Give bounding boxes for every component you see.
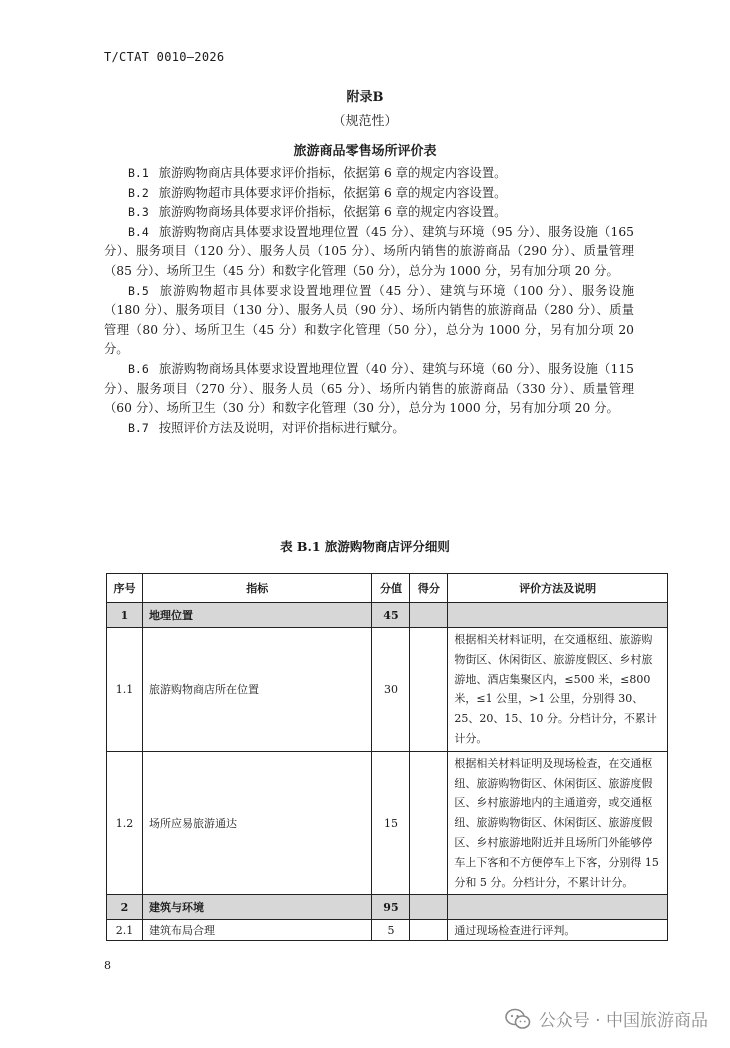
row-score: 95 [372, 895, 410, 920]
header-got: 得分 [410, 574, 448, 603]
row-got [410, 628, 448, 752]
row-indicator: 场所应易旅游通达 [142, 751, 371, 895]
watermark-text: 公众号 · 中国旅游商品 [538, 1011, 708, 1031]
appendix-heading: 旅游商品零售场所评价表 [293, 144, 437, 159]
clause-b7: B.7 按照评价方法及说明，对评价指标进行赋分。 [128, 420, 405, 435]
row-indicator: 地理位置 [142, 603, 371, 628]
header-no: 序号 [107, 574, 143, 603]
row-got [410, 751, 448, 895]
scoring-table [106, 573, 668, 941]
header-score: 分值 [372, 574, 410, 603]
table-row [107, 751, 668, 895]
clause-b1: B.1 旅游购物商店具体要求评价指标，依据第 6 章的规定内容设置。 [128, 166, 507, 180]
header-method: 评价方法及说明 [448, 574, 668, 603]
row-indicator: 建筑布局合理 [142, 920, 371, 941]
clause-list [104, 164, 634, 438]
header-indicator: 指标 [142, 574, 371, 603]
row-no: 2.1 [107, 920, 143, 941]
clause-b3: B.3 旅游购物商场具体要求评价指标，依据第 6 章的规定内容设置。 [128, 205, 507, 220]
table-row [107, 628, 668, 752]
clause-b6: B.6 旅游购物商场具体要求设置地理位置（40 分）、建筑与环境（60 分）、服务设施（115 分）、服务项目（270 分）、服务人员（65 分）、场所内销售的旅游商品（330 分）、质量管理（60 分）、场所卫生（30 分）和数字化管理（30 分），总分为 1000 分，另有加分项 20 分。 [104, 361, 634, 416]
row-got [410, 603, 448, 628]
row-score: 15 [372, 751, 410, 895]
clause-b4: B.4 旅游购物商店具体要求设置地理位置（45 分）、建筑与环境（95 分）、服务设施（165 分）、服务项目（120 分）、服务人员（105 分）、场所内销售的旅游商品（290 分）、质量管理（85 分）、场所卫生（45 分）和数字化管理（50 分），总分为 1000 分，另有加分项 20 分。 [104, 224, 634, 278]
row-got [410, 895, 448, 920]
row-score: 5 [372, 920, 410, 941]
row-score: 30 [372, 628, 410, 752]
appendix-title: 附录B [346, 90, 384, 105]
row-no: 1.2 [107, 751, 143, 895]
row-method: 根据相关材料证明，在交通枢纽、旅游购物街区、休闲街区、旅游度假区、乡村旅游地、酒店集聚区内，≤500 米，≤800 米，≤1 公里，>1 公里，分别得 30、25、20、15、10 分。分档计分，不累计计分。 [448, 628, 668, 752]
row-indicator: 旅游购物商店所在位置 [142, 628, 371, 752]
row-no: 2 [107, 895, 143, 920]
table-caption: 表 B.1 旅游购物商店评分细则 [280, 539, 450, 554]
table-header-row [107, 574, 668, 603]
appendix-type: （规范性） [332, 114, 398, 129]
clause-b2: B.2 旅游购物超市具体要求评价指标，依据第 6 章的规定内容设置。 [128, 185, 507, 200]
row-no: 1 [107, 603, 143, 628]
row-got [410, 920, 448, 941]
row-no: 1.1 [107, 628, 143, 752]
row-method: 通过现场检查进行评判。 [448, 920, 668, 941]
table-row [107, 603, 668, 628]
table-row [107, 895, 668, 920]
table-row [107, 920, 668, 941]
clause-b5: B.5 旅游购物超市具体要求设置地理位置（45 分）、建筑与环境（100 分）、服务设施（180 分）、服务项目（130 分）、服务人员（90 分）、场所内销售的旅游商品（280 分）、质量管理（80 分）、场所卫生（45 分）和数字化管理（50 分），总分为 1000 分，另有加分项 20 分。 [104, 283, 634, 357]
row-score: 45 [372, 603, 410, 628]
row-method: 根据相关材料证明及现场检查，在交通枢纽、旅游购物街区、休闲街区、旅游度假区、乡村旅游地内的主通道旁，或交通枢纽、旅游购物街区、休闲街区、旅游度假区、乡村旅游地附近并且场所门外能够停车上下客和不方便停车上下客，分别得 15 分和 5 分。分档计分，不累计计分。 [448, 751, 668, 895]
wechat-icon [505, 1008, 531, 1030]
watermark [505, 1006, 708, 1031]
document-code: T/CTAT 0010—2026 [104, 50, 225, 64]
page-number: 8 [104, 959, 111, 972]
row-indicator: 建筑与环境 [142, 895, 371, 920]
row-method [448, 895, 668, 920]
row-method [448, 603, 668, 628]
